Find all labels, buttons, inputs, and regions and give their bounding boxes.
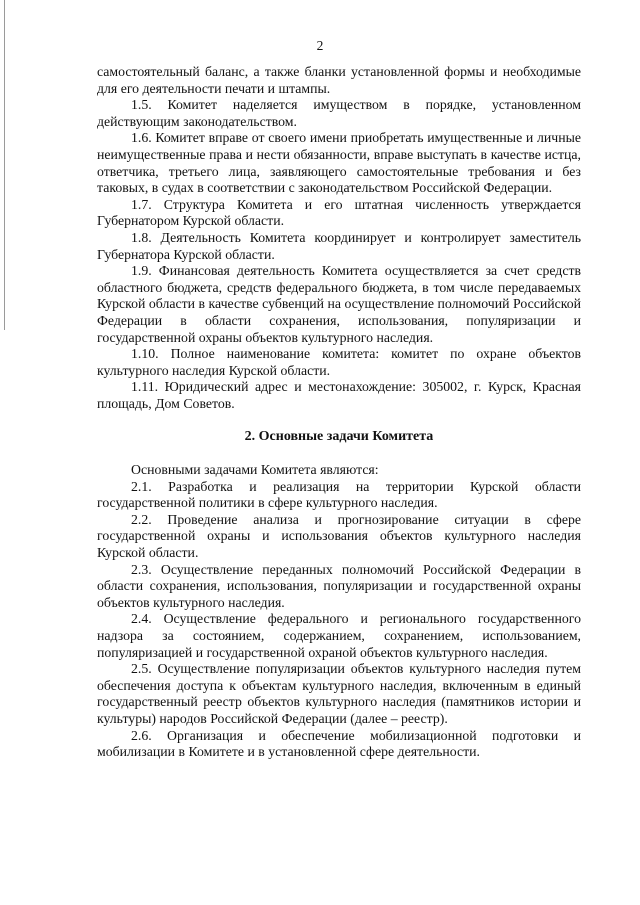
paragraph-1-9: 1.9. Финансовая деятельность Комитета осуществляется за счет средств областного бюджета, средств федерального бюджета, в том числе передаваемых Курской области в качестве субвенций на осуществление полномочий Российской Федерации в области сохранения, использования, популяризации и государственной охраны объектов культурного наследия.: [97, 263, 581, 345]
paragraph-2-2: 2.2. Проведение анализа и прогнозирование ситуации в сфере государственной охраны и использования объектов культурного наследия Курской области.: [97, 511, 581, 561]
paragraph-2-1: 2.1. Разработка и реализация на территории Курской области государственной политики в сфере культурного наследия.: [97, 478, 581, 511]
paragraph-1-10: 1.10. Полное наименование комитета: комитет по охране объектов культурного наследия Курской области.: [97, 346, 581, 378]
paragraph-2-3: 2.3. Осуществление переданных полномочий Российской Федерации в области сохранения, использования, популяризации и государственной охраны объектов культурного наследия.: [97, 561, 581, 610]
section-2-intro: Основными задачами Комитета являются:: [131, 462, 379, 478]
paragraph-continuation: самостоятельный баланс, а также бланки установленной формы и необходимые для его деятельности печати и штампы.: [97, 64, 581, 96]
paragraph-1-11: 1.11. Юридический адрес и местонахождение: 305002, г. Курск, Красная площадь, Дом Советов.: [97, 379, 581, 411]
paragraph-1-5: 1.5. Комитет наделяется имуществом в порядке, установленном действующим законодательством.: [97, 97, 581, 129]
paragraph-2-4: 2.4. Осуществление федерального и регионального государственного надзора за состоянием, содержанием, сохранением, использованием, популяризацией и государственной охраной объектов культурного наследия.: [97, 611, 581, 660]
page-number: 2: [316, 38, 324, 53]
paragraph-1-8: 1.8. Деятельность Комитета координирует и контролирует заместитель Губернатора Курской области.: [97, 229, 581, 262]
paragraph-1-6: 1.6. Комитет вправе от своего имени приобретать имущественные и личные неимущественные права и нести обязанности, вправе выступать в качестве истца, ответчика, третьего лица, заявляющего самостоятельные требования и без таковых, в судах в соответствии с законодательством Российской Федерации.: [97, 130, 581, 196]
paragraph-2-6: 2.6. Организация и обеспечение мобилизационной подготовки и мобилизации в Комитете и в установленной сфере деятельности.: [97, 727, 581, 760]
paragraph-2-5: 2.5. Осуществление популяризации объектов культурного наследия путем обеспечения доступа к объектам культурного наследия, включенным в единый государственный реестр объектов культурного наследия (памятников истории и культуры) народов Российской Федерации (далее – реестр).: [97, 661, 581, 726]
section-2-title: 2. Основные задачи Комитета: [244, 429, 434, 445]
document-body: [97, 64, 581, 761]
paragraph-1-7: 1.7. Структура Комитета и его штатная численность утверждается Губернатором Курской области.: [97, 196, 581, 229]
